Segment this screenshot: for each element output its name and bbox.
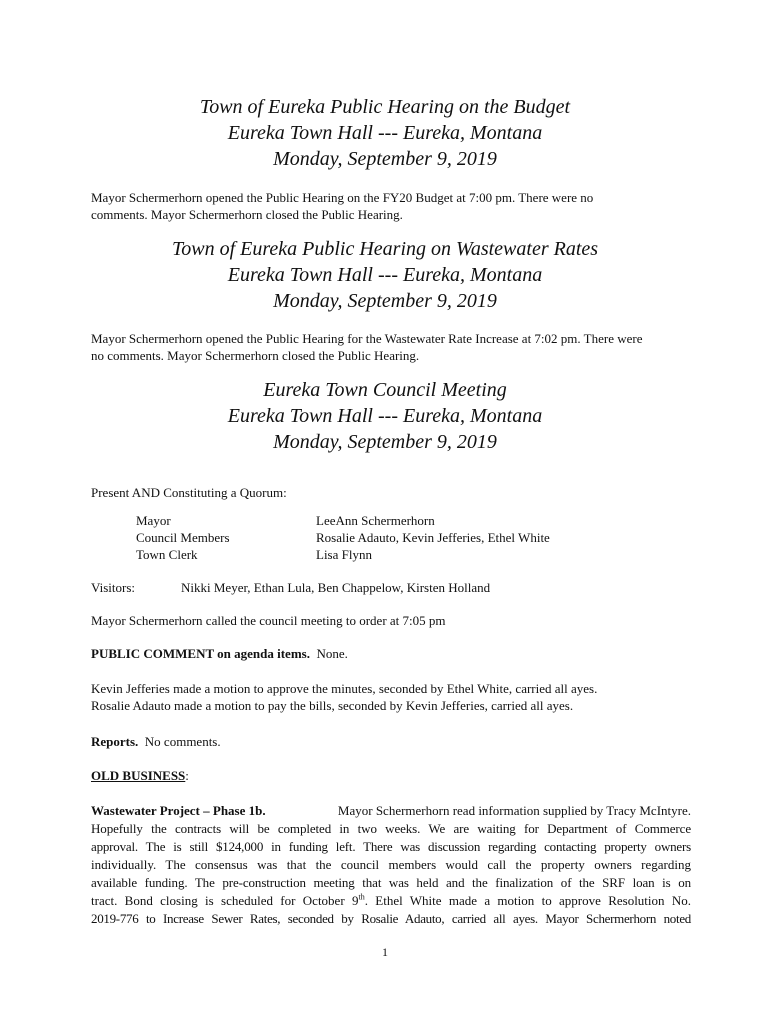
call-to-order: Mayor Schermerhorn called the council meeting to order at 7:05 pm bbox=[91, 613, 446, 628]
budget-hearing-text-line1: Mayor Schermerhorn opened the Public Hearing on the FY20 Budget at 7:00 pm. There were no bbox=[91, 190, 594, 205]
budget-hearing-location: Eureka Town Hall --- Eureka, Montana bbox=[227, 122, 543, 144]
quorum-names-clerk: Lisa Flynn bbox=[316, 547, 372, 562]
council-meeting-date: Monday, September 9, 2019 bbox=[273, 431, 497, 453]
wastewater-project-label: Wastewater Project – Phase 1b. bbox=[91, 803, 266, 818]
visitors-label: Visitors: bbox=[91, 580, 136, 595]
wastewater-hearing-header bbox=[0, 236, 770, 314]
old-business-heading-text: OLD BUSINESS bbox=[91, 768, 186, 783]
wastewater-line-6a: tract. Bond closing is scheduled for October 9 bbox=[91, 893, 359, 908]
public-comment-text: None. bbox=[316, 646, 348, 661]
budget-hearing-text-line2: comments. Mayor Schermerhorn closed the Public Hearing. bbox=[91, 207, 403, 222]
wastewater-hearing-date: Monday, September 9, 2019 bbox=[273, 290, 497, 312]
wastewater-line-3: approval. The is still $124,000 in funding left. There was discussion regarding contacting property owners bbox=[91, 839, 691, 854]
quorum-heading: Present AND Constituting a Quorum: bbox=[91, 485, 287, 500]
motion-bills: Rosalie Adauto made a motion to pay the bills, seconded by Kevin Jefferies, carried all ayes. bbox=[91, 698, 574, 713]
old-business-heading bbox=[91, 767, 189, 784]
quorum-role-clerk: Town Clerk bbox=[136, 547, 198, 562]
old-business-colon: : bbox=[185, 768, 189, 783]
budget-hearing-header bbox=[0, 94, 770, 172]
quorum-role-mayor: Mayor bbox=[136, 513, 171, 528]
reports bbox=[91, 733, 221, 750]
public-comment-label: PUBLIC COMMENT on agenda items. bbox=[91, 646, 310, 661]
budget-hearing-date: Monday, September 9, 2019 bbox=[273, 148, 497, 170]
wastewater-hearing-text-line1: Mayor Schermerhorn opened the Public Hearing for the Wastewater Rate Increase at 7:02 pm. There were bbox=[91, 331, 643, 346]
budget-hearing-title: Town of Eureka Public Hearing on the Budget bbox=[199, 96, 571, 118]
wastewater-line-1-text: Mayor Schermerhorn read information supplied by Tracy McIntyre. bbox=[337, 803, 691, 818]
wastewater-line-6-sup: th bbox=[358, 892, 365, 902]
wastewater-line-4: individually. The consensus was that the council members would call the property owners regarding bbox=[91, 857, 691, 872]
wastewater-hearing-text-line2: no comments. Mayor Schermerhorn closed the Public Hearing. bbox=[91, 348, 420, 363]
motion-minutes: Kevin Jefferies made a motion to approve the minutes, seconded by Ethel White, carried all ayes. bbox=[91, 681, 598, 696]
reports-text: No comments. bbox=[144, 734, 221, 749]
visitors-names: Nikki Meyer, Ethan Lula, Ben Chappelow, Kirsten Holland bbox=[181, 580, 491, 595]
page-number: 1 bbox=[382, 945, 388, 959]
quorum-names-mayor: LeeAnn Schermerhorn bbox=[316, 513, 435, 528]
council-meeting-header bbox=[0, 377, 770, 455]
wastewater-hearing-title: Town of Eureka Public Hearing on Wastewater Rates bbox=[171, 238, 599, 260]
wastewater-line-2: Hopefully the contracts will be completed in two weeks. We are waiting for Department of Commerce bbox=[91, 821, 691, 836]
quorum-names-council: Rosalie Adauto, Kevin Jefferies, Ethel White bbox=[316, 530, 550, 545]
wastewater-line-5: available funding. The pre-construction meeting that was held and the finalization of the SRF loan is on bbox=[91, 875, 691, 890]
wastewater-line-6b: . Ethel White made a motion to approve Resolution No. bbox=[364, 893, 691, 908]
wastewater-line-1 bbox=[91, 802, 691, 819]
quorum-role-council: Council Members bbox=[136, 530, 230, 545]
wastewater-line-6 bbox=[91, 892, 691, 909]
council-meeting-title: Eureka Town Council Meeting bbox=[263, 379, 507, 401]
wastewater-line-7: 2019-776 to Increase Sewer Rates, seconded by Rosalie Adauto, carried all ayes. Mayor Schermerhorn noted bbox=[91, 911, 691, 926]
council-meeting-location: Eureka Town Hall --- Eureka, Montana bbox=[227, 405, 543, 427]
wastewater-hearing-location: Eureka Town Hall --- Eureka, Montana bbox=[227, 264, 543, 286]
reports-label: Reports. bbox=[91, 734, 139, 749]
public-comment bbox=[91, 645, 348, 662]
